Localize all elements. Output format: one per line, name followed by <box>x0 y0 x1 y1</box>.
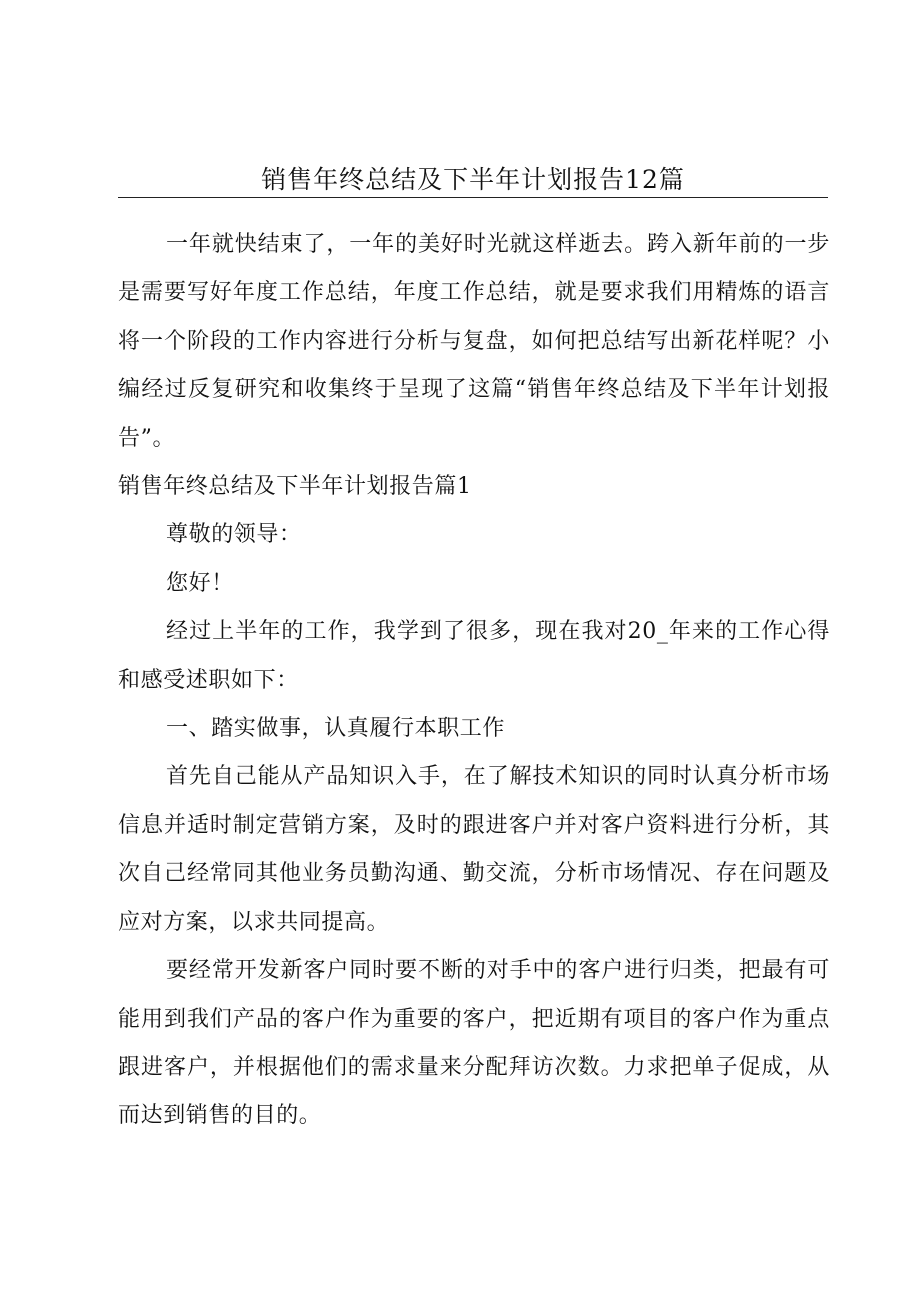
paragraph-3: 要经常开发新客户同时要不断的对手中的客户进行归类，把最有可能用到我们产品的客户作为重要的客户，把近期有项目的客户作为重点跟进客户，并根据他们的需求量来分配拜访次数。力求把单子促成，从而达到销售的目的。 <box>118 958 830 1129</box>
paragraph-1: 经过上半年的工作，我学到了很多，现在我对20_年来的工作心得和感受述职如下： <box>118 619 830 693</box>
title-underline <box>118 197 828 198</box>
intro-paragraph: 一年就快结束了，一年的美好时光就这样逝去。跨入新年前的一步是需要写好年度工作总结，年度工作总结，就是要求我们用精炼的语言将一个阶段的工作内容进行分析与复盘，如何把总结写出新花样呢？小编经过反复研究和收集终于呈现了这篇“销售年终总结及下半年计划报告”。 <box>118 232 830 451</box>
greeting: 您好！ <box>166 570 234 596</box>
document-title: 销售年终总结及下半年计划报告12篇 <box>261 165 685 194</box>
paragraph-2: 首先自己能从产品知识入手，在了解技术知识的同时认真分析市场信息并适时制定营销方案，及时的跟进客户并对客户资料进行分析，其次自己经常同其他业务员勤沟通、勤交流，分析市场情况、存在问题及应对方案，以求共同提高。 <box>118 764 830 935</box>
salutation: 尊敬的领导： <box>166 522 302 548</box>
section-heading: 销售年终总结及下半年计划报告篇1 <box>118 474 472 500</box>
document-body <box>118 221 830 1141</box>
subheading-1: 一、踏实做事，认真履行本职工作 <box>166 716 506 742</box>
